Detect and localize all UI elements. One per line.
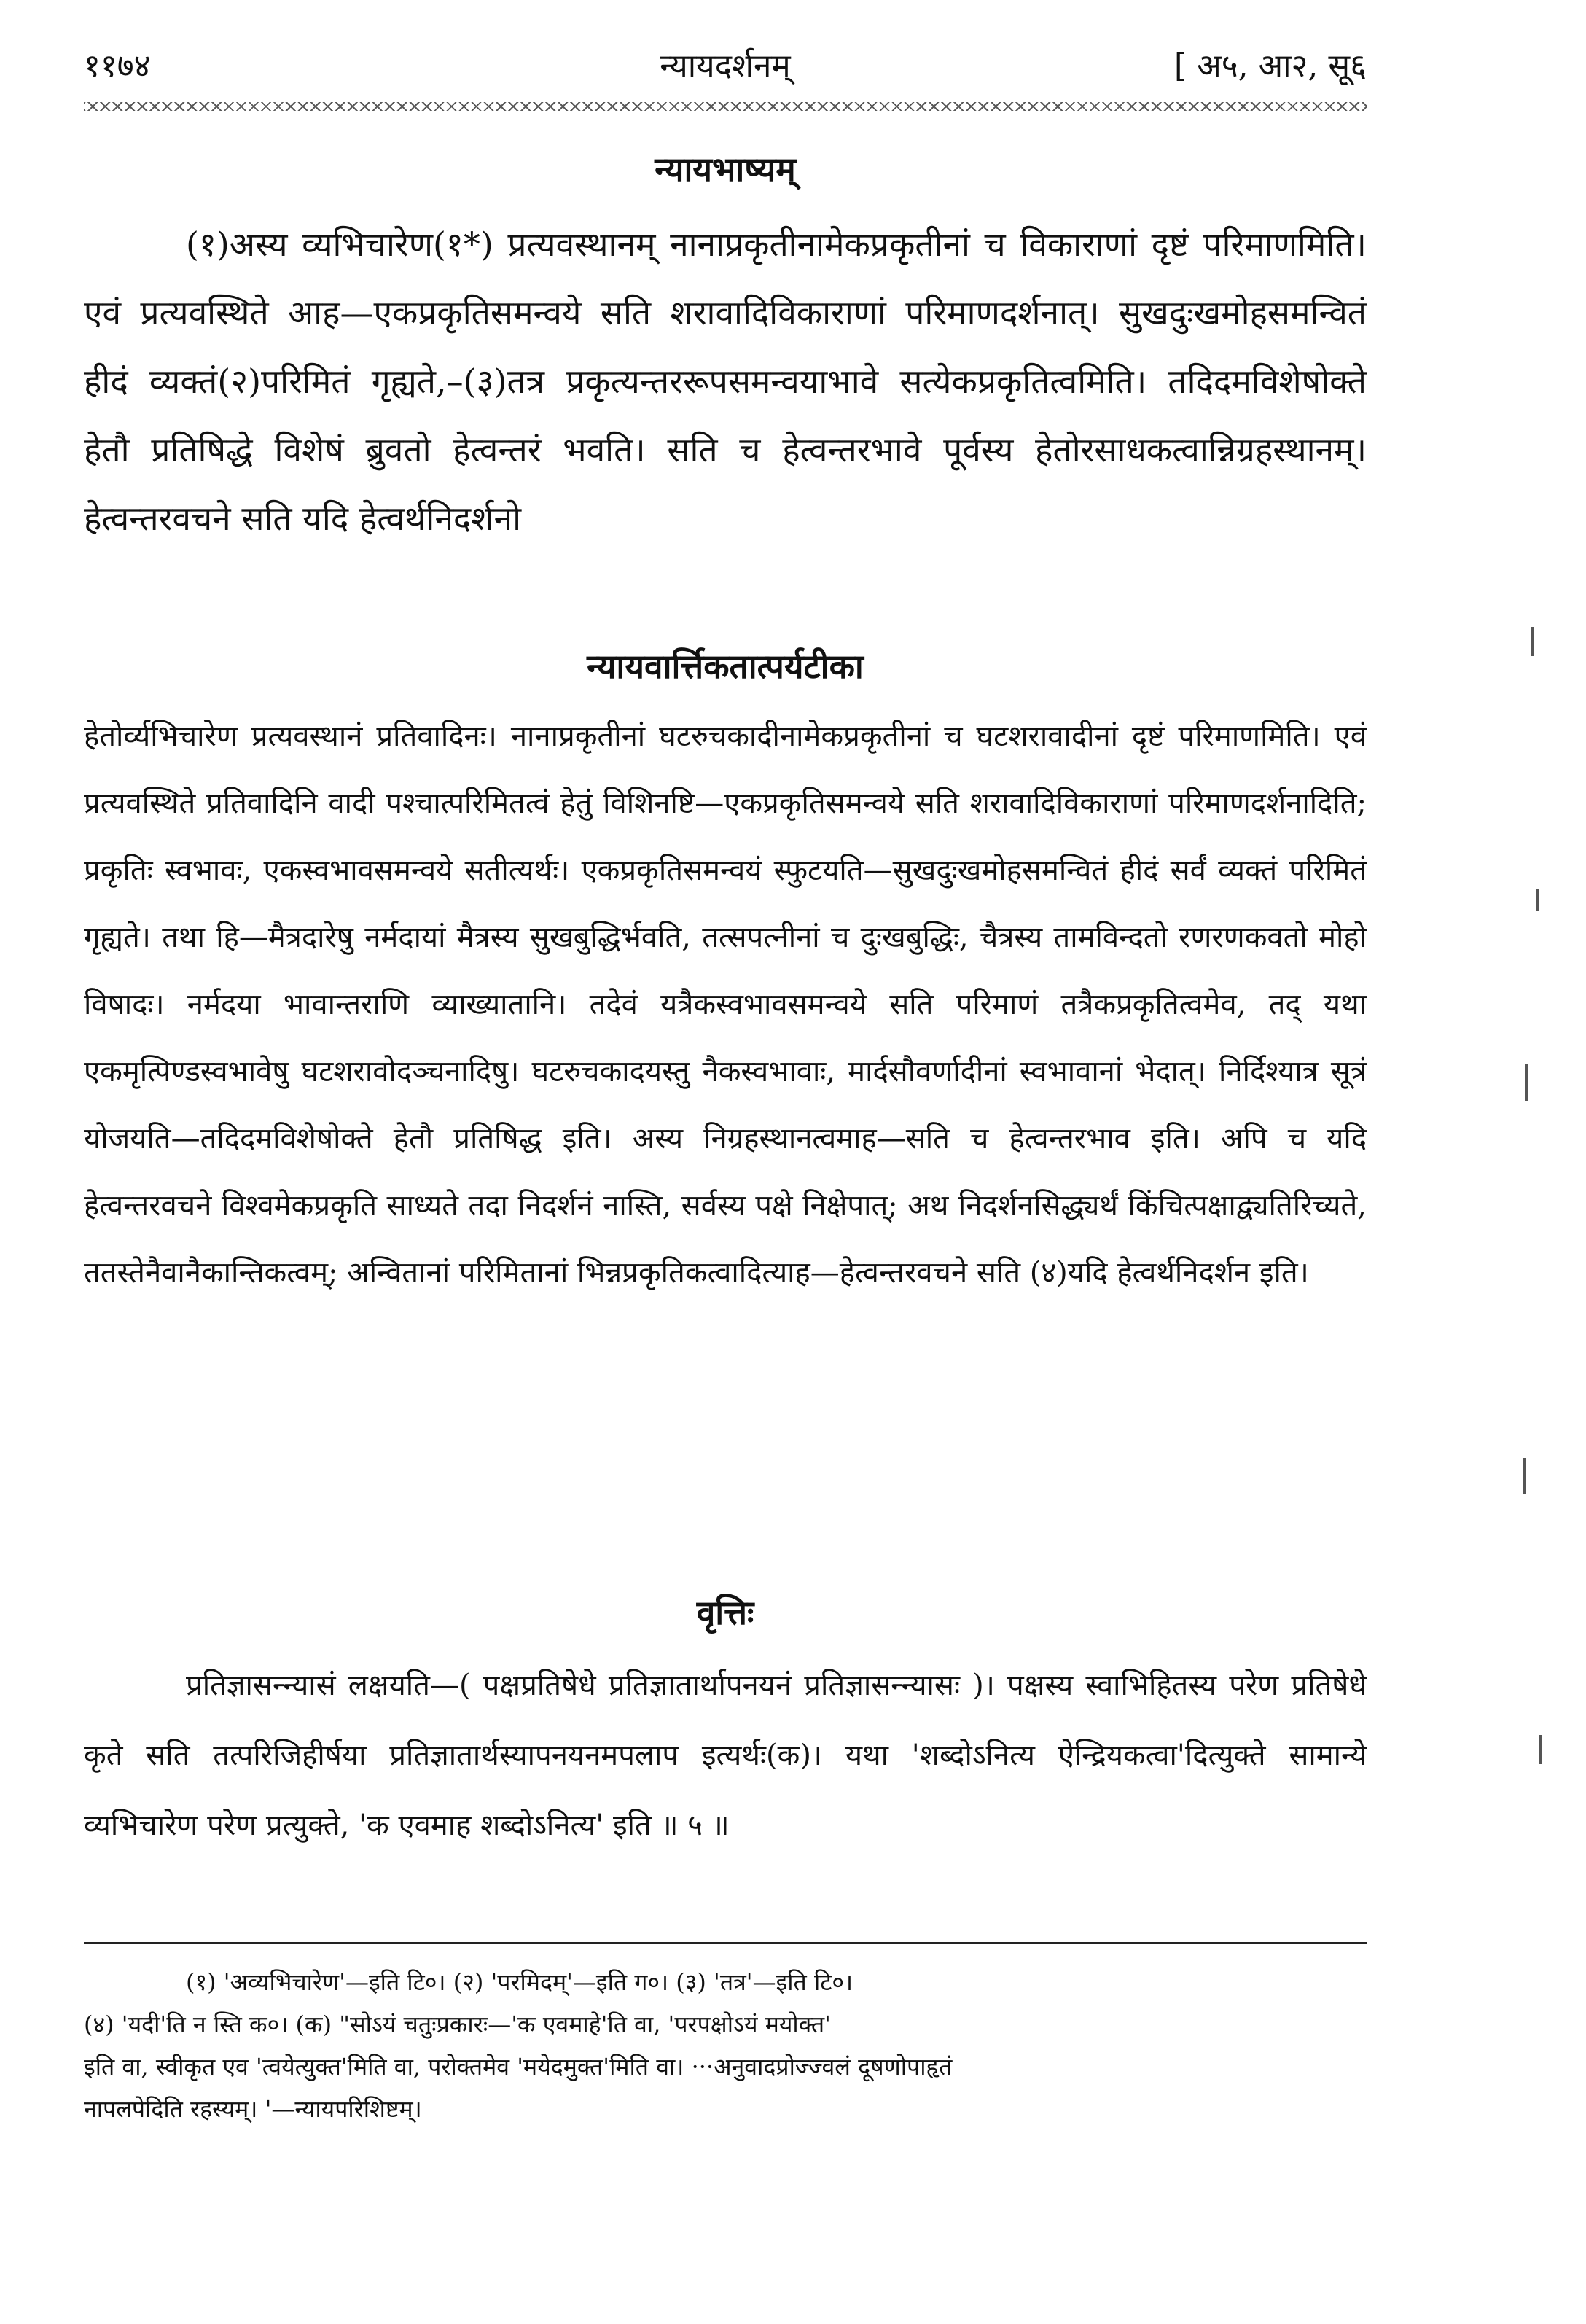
footnotes — [84, 1961, 1367, 2130]
scan-margin-mark — [1525, 1064, 1528, 1101]
scan-margin-mark — [1523, 1458, 1526, 1494]
running-title: न्यायदर्शनम् — [660, 47, 791, 85]
scan-margin-mark — [1536, 889, 1539, 911]
footnote-line: (४) 'यदी'ति न स्ति क०। (क) "सोऽयं चतुःप्रकारः—'क एवमाहे'ति वा, 'परपक्षोऽयं मयोक्त' — [84, 2011, 831, 2038]
book-page — [84, 29, 1367, 2304]
vritti-heading: वृत्तिः — [696, 1593, 754, 1632]
page-number: ११७४ — [84, 47, 151, 85]
footnote-line: इति वा, स्वीकृत एव 'त्वयेत्युक्त'मिति वा, परोक्तमेव 'मयेदमुक्त'मिति वा। ···अनुवादप्रोज्ज्वलं दूषणोपाहृतं — [84, 2053, 953, 2081]
bhashya-heading: न्यायभाष्यम् — [655, 149, 796, 189]
scan-margin-mark — [1531, 627, 1534, 656]
scan-margin-mark — [1539, 1735, 1542, 1764]
tika-heading: न्यायवार्त्तिकतात्पर्यटीका — [587, 647, 864, 686]
section-reference: [ अ५, आ२, सू६ — [1173, 47, 1367, 85]
footnote-rule — [84, 1942, 1367, 1944]
header-wavy-rule — [84, 102, 1367, 120]
bhashya-text: (१)अस्य व्यभिचारेण(१*) प्रत्यवस्थानम् नानाप्रकृतीनामेकप्रकृतीनां च विकाराणां दृष्टं परिमाणमिति। एवं प्रत्यवस्थिते आह—एकप्रकृतिसमन्वये सति शरावादिविकाराणां परिमाणदर्शनात्। सुखदुःखमोहसमन्वितं हीदं व्यक्तं(२)परिमितं गृह्यते,–(३)तत्र प्रकृत्यन्तररूपसमन्वयाभावे सत्येकप्रकृतित्वमिति। तदिदमविशेषोक्ते हेतौ प्रतिषिद्धे विशेषं ब्रुवतो हेत्वन्तरं भवति। सति च हेत्वन्तरभावे पूर्वस्य हेतोरसाधकत्वान्निग्रहस्थानम्। हेत्वन्तरवचने सति यदि हेत्वर्थनिदर्शनो — [84, 225, 1367, 538]
vritti-text: प्रतिज्ञासन्न्यासं लक्षयति—( पक्षप्रतिषेधे प्रतिज्ञातार्थापनयनं प्रतिज्ञासन्न्यासः )। पक्षस्य स्वाभिहितस्य परेण प्रतिषेधे कृते सति तत्परिजिहीर्षया प्रतिज्ञातार्थस्यापनयनमपलाप इत्यर्थः(क)। यथा 'शब्दोऽनित्य ऐन्द्रियकत्वा'दित्युक्ते सामान्ये व्यभिचारेण परेण प्रत्युक्ते, 'क एवमाह शब्दोऽनित्य' इति ॥ ५ ॥ — [84, 1669, 1367, 1842]
footnote-line: नापलपेदिति रहस्यम्। '—न्यायपरिशिष्टम्। — [84, 2095, 422, 2123]
running-header — [84, 42, 1367, 108]
footnote-line: (१) 'अव्यभिचारेण'—इति टि०। (२) 'परमिदम्'—इति ग०। (३) 'तत्र'—इति टि०। — [186, 1968, 853, 1996]
tika-text: हेतोर्व्यभिचारेण प्रत्यवस्थानं प्रतिवादिनः। नानाप्रकृतीनां घटरुचकादीनामेकप्रकृतीनां च घटशरावादीनां दृष्टं परिमाणमिति। एवं प्रत्यवस्थिते प्रतिवादिनि वादी पश्चात्परिमितत्वं हेतुं विशिनष्टि—एकप्रकृतिसमन्वये सति शरावादिविकाराणां परिमाणदर्शनादिति; प्रकृतिः स्वभावः, एकस्वभावसमन्वये सतीत्यर्थः। एकप्रकृतिसमन्वयं स्फुटयति—सुखदुःखमोहसमन्वितं हीदं सर्वं व्यक्तं परिमितं गृह्यते। तथा हि—मैत्रदारेषु नर्मदायां मैत्रस्य सुखबुद्धिर्भवति, तत्सपत्नीनां च दुःखबुद्धिः, चैत्रस्य तामविन्दतो रणरणकवतो मोहो विषादः। नर्मदया भावान्तराणि व्याख्यातानि। तदेवं यत्रैकस्वभावसमन्वये सति परिमाणं तत्रैकप्रकृतित्वमेव, तद् यथा एकमृत्पिण्डस्वभावेषु घटशरावोदञ्चनादिषु। घटरुचकादयस्तु नैकस्वभावाः, मार्दसौवर्णादीनां स्वभावानां भेदात्। निर्दिश्यात्र सूत्रं योजयति—तदिदमविशेषोक्ते हेतौ प्रतिषिद्ध इति। अस्य निग्रहस्थानत्वमाह—सति च हेत्वन्तरभाव इति। अपि च यदि हेत्वन्तरवचने विश्वमेकप्रकृति साध्यते तदा निदर्शनं नास्ति, सर्वस्य पक्षे निक्षेपात्; अथ निदर्शनसिद्ध्यर्थं किंचित्पक्षाद्व्यतिरिच्यते, ततस्तेनैवानैकान्तिकत्वम्; अन्वितानां परिमितानां भिन्नप्रकृतिकत्वादित्याह—हेत्वन्तरवचने सति (४)यदि हेत्वर्थनिदर्शन इति। — [84, 720, 1367, 1290]
